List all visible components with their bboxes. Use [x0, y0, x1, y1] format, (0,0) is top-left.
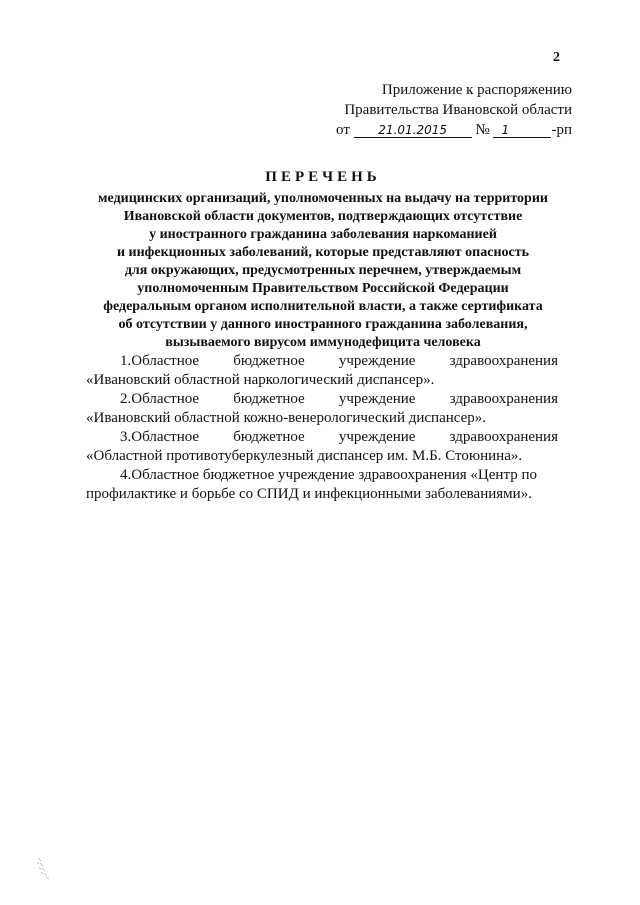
subtitle-line: у иностранного гражданина заболевания наркоманией	[149, 227, 497, 242]
appendix-header	[336, 80, 572, 140]
item-number: 2.	[120, 391, 132, 407]
list-item-line-2: «Областной противотуберкулезный диспансер им. М.Б. Стоюнина».	[86, 448, 523, 464]
scan-artifact-mark	[36, 856, 54, 880]
subtitle-line: федеральным органом исполнительной власти, а также сертификата	[103, 299, 543, 314]
subtitle-line: Ивановской области документов, подтверждающих отсутствие	[123, 209, 523, 224]
subtitle-line: вызываемого вирусом иммунодефицита человека	[165, 335, 481, 350]
subtitle-line: уполномоченным Правительством Российской Федерации	[137, 281, 509, 296]
from-label: от	[336, 122, 350, 138]
number-field: 1	[493, 123, 551, 138]
list-item	[86, 428, 558, 466]
list-item	[86, 390, 558, 428]
subtitle-line: медицинских организаций, уполномоченных на выдачу на территории	[98, 191, 548, 206]
suffix-label: -рп	[551, 122, 572, 138]
item-number: 3.	[120, 429, 132, 445]
subtitle-line: и инфекционных заболеваний, которые представляют опасность	[116, 245, 530, 260]
list-item-line-2: профилактике и борьбе со СПИД и инфекционными заболеваниями».	[86, 486, 532, 502]
list-item-line-2: «Ивановский областной наркологический диспансер».	[86, 372, 435, 388]
title-block	[70, 168, 576, 352]
subtitle-line: об отсутствии у данного иностранного гражданина заболевания,	[118, 317, 528, 332]
header-line-3	[336, 120, 572, 140]
document-subtitle	[70, 190, 576, 352]
number-label: №	[475, 122, 490, 138]
list-item-line-1: 2.Областное бюджетное учреждение здравоохранения	[120, 391, 558, 407]
organization-list	[86, 352, 558, 504]
header-line-1: Приложение к распоряжению	[381, 82, 572, 98]
item-number: 4.	[120, 467, 132, 483]
list-item-line-1: 1.Областное бюджетное учреждение здравоохранения	[120, 353, 558, 369]
list-item-line-1: 3.Областное бюджетное учреждение здравоохранения	[120, 429, 558, 445]
list-item-line-1: 4.Областное бюджетное учреждение здравоохранения «Центр по	[120, 467, 537, 483]
header-line-2: Правительства Ивановской области	[344, 102, 572, 118]
page-number: 2	[553, 50, 560, 65]
subtitle-line: для окружающих, предусмотренных перечнем, утверждаемым	[124, 263, 522, 278]
item-number: 1.	[120, 353, 132, 369]
date-field: 21.01.2015	[354, 123, 472, 138]
list-item	[86, 466, 558, 504]
document-title: ПЕРЕЧЕНЬ	[265, 169, 381, 185]
list-item-line-2: «Ивановский областной кожно-венерологический диспансер».	[86, 410, 487, 426]
list-item	[86, 352, 558, 390]
